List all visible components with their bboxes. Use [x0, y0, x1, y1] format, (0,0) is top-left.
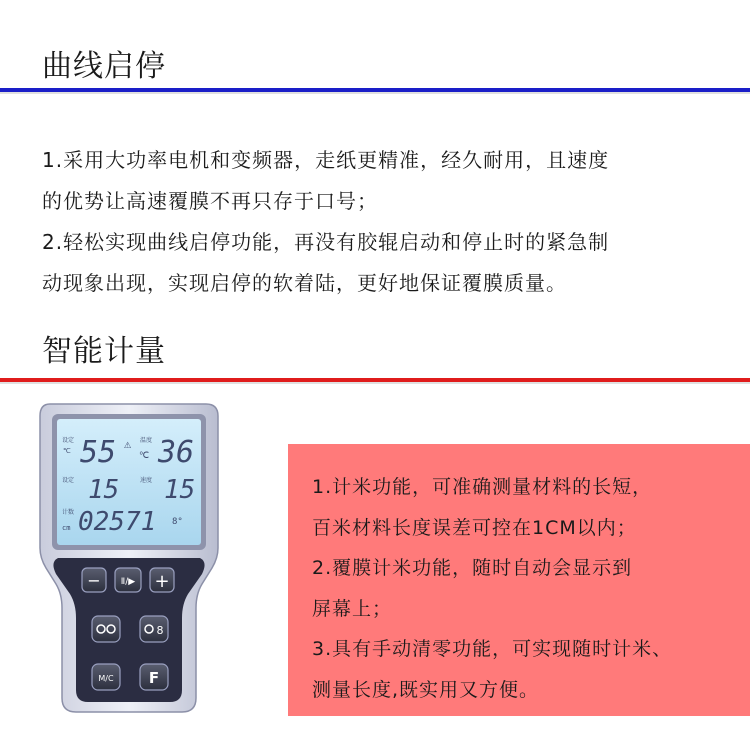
lcd-unit-left: ℃	[63, 447, 71, 455]
warning-icon: ⚠	[124, 437, 132, 451]
lcd-speed-label: 速度	[140, 477, 153, 484]
pause-play-button[interactable]	[115, 568, 141, 592]
meter-controller-device	[36, 398, 222, 716]
lcd-value-right: 15	[164, 475, 196, 505]
function-label: F	[148, 669, 160, 687]
feature-line: 测量长度,既实用又方便。	[312, 678, 540, 701]
function-button[interactable]	[140, 664, 168, 690]
lcd-small-icon: 8°	[172, 517, 183, 527]
section1-paragraph	[42, 140, 722, 304]
section-title-smart-metering: 智能计量	[42, 334, 166, 369]
paragraph-line: 1.采用大功率电机和变频器，走纸更精准，经久耐用，且速度	[42, 148, 610, 172]
lcd-temp-label: 温度	[140, 437, 153, 444]
plus-label: +	[154, 571, 170, 592]
plus-button[interactable]	[150, 568, 174, 592]
feature-line: 百米材料长度误差可控在1CM以内；	[312, 516, 637, 539]
feature-line: 屏幕上；	[312, 597, 393, 620]
paragraph-line: 动现象出现，实现启停的软着陆，更好地保证覆膜质量。	[42, 271, 567, 295]
minus-button[interactable]	[82, 568, 106, 592]
blue-divider	[0, 88, 750, 92]
red-divider	[0, 378, 750, 382]
feature-line: 1.计米功能，可准确测量材料的长短，	[312, 476, 653, 498]
meter-clear-button[interactable]	[92, 664, 120, 690]
section-title-curve-start-stop: 曲线启停	[42, 49, 166, 84]
lcd-meter-label: 计数	[62, 509, 75, 516]
svg-text:8: 8	[156, 624, 164, 637]
pause-play-label: Ⅱ/▶	[120, 577, 136, 587]
meter-clear-label: M/C	[98, 674, 114, 683]
paragraph-line: 的优势让高速覆膜不再只存于口号；	[42, 189, 378, 213]
lcd-meter-unit: cm	[62, 524, 71, 532]
feature-line: 3.具有手动清零功能，可实现随时计米、	[312, 638, 673, 660]
paragraph-line: 2.轻松实现曲线启停功能，再没有胶辊启动和停止时的紧急制	[42, 230, 610, 254]
feature-list	[312, 467, 672, 710]
feature-line: 2.覆膜计米功能，随时自动会显示到	[312, 557, 633, 579]
minus-label: −	[87, 571, 101, 590]
temperature-select-button-left[interactable]	[92, 616, 120, 642]
lcd-counter: 02571	[78, 507, 157, 537]
lcd-temp-left: 55	[80, 435, 117, 470]
lcd-set-label: 设定	[62, 437, 75, 444]
temperature-select-button-right[interactable]	[140, 616, 168, 642]
lcd-unit-right: ℃	[139, 451, 150, 461]
lcd-value-left: 15	[88, 475, 120, 505]
lcd-set-label-2: 设定	[62, 477, 75, 484]
lcd-temp-right: 36	[158, 435, 195, 470]
